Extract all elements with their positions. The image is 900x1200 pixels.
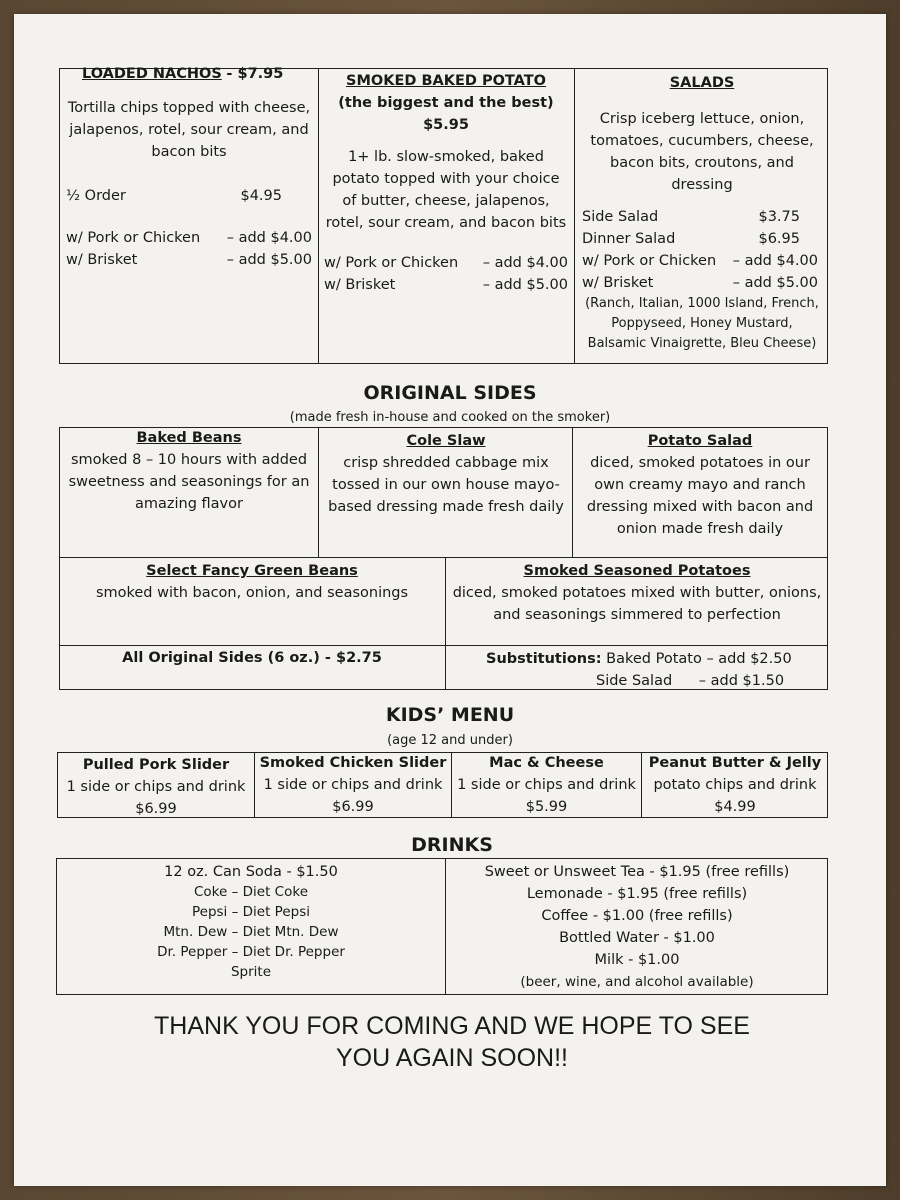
drink-item: Coffee - $1.00 (free refills) — [541, 908, 733, 924]
menu-page — [14, 14, 886, 1186]
sides-subtitle: (made fresh in-house and cooked on the smoker) — [289, 410, 611, 425]
drink-item: Mtn. Dew – Diet Mtn. Dew — [163, 924, 339, 940]
substitutions — [486, 648, 826, 692]
potato-description: 1+ lb. slow-smoked, baked potato topped with your choice of butter, cheese, jalapenos, rotel, sour cream, and bacon bits — [325, 149, 567, 231]
divider — [445, 557, 446, 690]
drink-item: Pepsi – Diet Pepsi — [191, 904, 310, 920]
nachos-half-price: $4.95 — [240, 188, 282, 204]
thank-you-message — [14, 1010, 890, 1074]
kids-subtitle: (age 12 and under) — [387, 733, 513, 748]
divider — [318, 68, 319, 364]
drink-item: Sprite — [230, 964, 272, 980]
potato-addon1-price: – add $4.00 — [482, 255, 568, 271]
potato-price: $5.95 — [423, 117, 469, 133]
all-sides-price: All Original Sides (6 oz.) - $2.75 — [122, 650, 382, 666]
nachos-addon2-label: w/ Brisket — [66, 252, 138, 268]
salads-description: Crisp iceberg lettuce, onion, tomatoes, cucumbers, cheese, bacon bits, croutons, and dressing — [590, 111, 814, 193]
side-item: Select Fancy Green Beans smoked with bacon, onion, and seasonings — [95, 563, 409, 601]
substitution-1: Baked Potato – add $2.50 — [606, 651, 792, 667]
kids-item: Mac & Cheese 1 side or chips and drink $5.99 — [457, 755, 636, 815]
nachos-addon2-price: – add $5.00 — [226, 252, 312, 268]
drinks-title: DRINKS — [411, 834, 493, 856]
kids-title: KIDS’ MENU — [385, 704, 515, 726]
drink-item: Milk - $1.00 — [594, 952, 680, 968]
nachos-addon1-price: – add $4.00 — [226, 230, 312, 246]
divider — [574, 68, 575, 364]
potato-section — [324, 70, 568, 296]
nachos-description: Tortilla chips topped with cheese, jalapenos, rotel, sour cream, and bacon bits — [67, 100, 311, 160]
thank-you-line-2: YOU AGAIN SOON!! — [336, 1044, 568, 1072]
salad-item: Side Salad $3.75 — [582, 209, 800, 225]
divider — [572, 427, 573, 557]
salad-item: w/ Pork or Chicken – add $4.00 — [582, 253, 818, 269]
drink-item: Lemonade - $1.95 (free refills) — [526, 886, 748, 902]
potato-addon2-price: – add $5.00 — [482, 277, 568, 293]
potato-subtitle: (the biggest and the best) — [338, 95, 554, 111]
drinks-left — [58, 862, 444, 982]
drink-item: Bottled Water - $1.00 — [559, 930, 715, 946]
nachos-addon1-label: w/ Pork or Chicken — [66, 230, 201, 246]
side-item: Baked Beans smoked 8 – 10 hours with added sweetness and seasonings for an amazing flavor — [68, 430, 310, 512]
drink-item: (beer, wine, and alcohol available) — [520, 974, 754, 990]
kids-item: Smoked Chicken Slider 1 side or chips and drink $6.99 — [259, 755, 447, 815]
divider — [445, 858, 446, 995]
salad-dressings: (Ranch, Italian, 1000 Island, French, Poppyseed, Honey Mustard, Balsamic Vinaigrette, Bleu Cheese) — [585, 296, 819, 351]
kids-item: Pulled Pork Slider 1 side or chips and drink $6.99 — [66, 757, 246, 817]
nachos-half-label: ½ Order — [66, 188, 126, 204]
sides-title: ORIGINAL SIDES — [363, 382, 537, 404]
kids-item: Peanut Butter & Jelly potato chips and drink $4.99 — [648, 755, 822, 815]
side-item: Smoked Seasoned Potatoes diced, smoked potatoes mixed with butter, onions, and seasonings simmered to perfection — [452, 563, 822, 623]
substitution-2-name: Side Salad — [596, 673, 673, 689]
nachos-title: LOADED NACHOS — [82, 66, 222, 82]
side-item: Potato Salad diced, smoked potatoes in our own creamy mayo and ranch dressing mixed with bacon and onion made fresh daily — [586, 433, 814, 537]
nachos-price: - $7.95 — [226, 66, 284, 82]
divider — [318, 427, 319, 557]
salads-title: SALADS — [669, 75, 735, 91]
side-item: Cole Slaw crisp shredded cabbage mix tossed in our own house mayo-based dressing made fresh daily — [328, 433, 564, 515]
potato-addon2-label: w/ Brisket — [324, 277, 396, 293]
divider — [59, 557, 828, 558]
potato-addon1-label: w/ Pork or Chicken — [324, 255, 459, 271]
drink-item: Coke – Diet Coke — [193, 884, 309, 900]
drink-item: Dr. Pepper – Diet Dr. Pepper — [157, 944, 345, 960]
divider — [59, 645, 828, 646]
salad-item: w/ Brisket – add $5.00 — [582, 275, 818, 291]
thank-you-line-1: THANK YOU FOR COMING AND WE HOPE TO SEE — [154, 1012, 750, 1040]
drink-item: Sweet or Unsweet Tea - $1.95 (free refills) — [484, 864, 790, 880]
drinks-right — [447, 861, 827, 993]
substitutions-label: Substitutions: — [486, 651, 602, 667]
salads-section — [582, 72, 822, 354]
salad-item: Dinner Salad $6.95 — [582, 231, 800, 247]
substitution-2-price: – add $1.50 — [698, 673, 785, 689]
drink-item: 12 oz. Can Soda - $1.50 — [164, 864, 338, 880]
potato-title: SMOKED BAKED POTATO — [346, 73, 546, 89]
nachos-section — [66, 63, 312, 271]
